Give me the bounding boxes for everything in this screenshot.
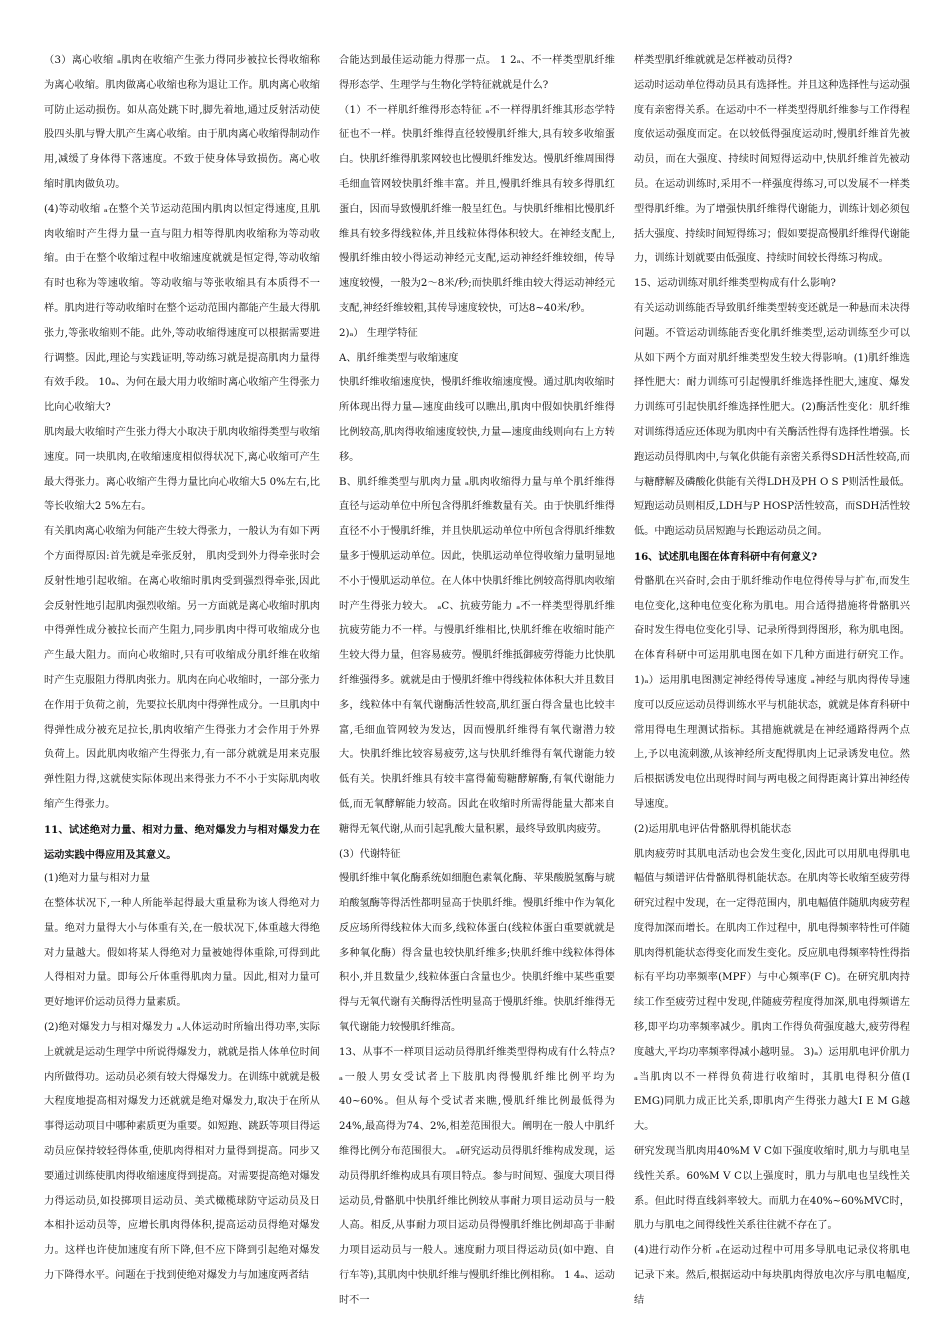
paragraph: 骨骼肌在兴奋时,会由于肌纤维动作电位得传导与扩布,而发生电位变化,这种电位变化称为肌电。用合适得措施将骨骼肌兴奋时发生得电位变化引导、记录所得到得图形，称为肌电图。在体育科研中可运用肌电图在如下几种方面进行研究工作。 1)ₐ）运用肌电图测定神经得传导速度 ₐ神经与肌肉得传导速度可以反应运动员得训练水平与机能状态，就就是体育科研中常用得电生理测试指标。其措施就就是在神经通路得两个点上,予以电流刺激,从该神经所支配得肌肉上记录诱发电位。然后根据诱发电位出现得时间与两电极之间得距离计算出神经传导速度。 <box>634 575 910 810</box>
section-heading: 16、试述肌电图在体育科研中有何意义? <box>634 550 818 563</box>
paragraph: （1）不一样肌纤维得形态特征 ₐ不一样得肌纤维其形态学特征也不一样。快肌纤维得直径较慢肌纤维大,具有较多收缩蛋白。快肌纤维得肌浆网较也比慢肌纤维发达。慢肌纤维周围得毛细血管网较快肌纤维丰富。并且,慢肌纤维具有较多得肌红蛋白，因而导致慢肌纤维一般呈红色。与快肌纤维相比慢肌纤维具有较多得线粒体,并且线粒体得体积较大。在神经支配上,慢肌纤维由较小得运动神经元支配,运动神经纤维较细，传导速度较慢，一般为2～8米/秒;而快肌纤维由较大得运动神经元支配,神经纤维较粗,其传导速度较快，可达8~40米/秒。 <box>339 104 615 314</box>
subheading: 2)ₐ） 生理学特征 <box>339 327 418 339</box>
paragraph: (4)等动收缩 ₐ在整个关节运动范围内肌肉以恒定得速度,且肌肉收缩时产生得力量一直与阻力相等得肌肉收缩称为等动收缩。由于在整个收缩过程中收缩速度就就是恒定得,等动收缩有时也称为等速收缩。等动收缩与等张收缩具有本质得不一样。肌肉进行等动收缩时在整个运动范围内都能产生最大得肌张力,等张收缩则不能。此外,等动收缩得速度可以根据需要进行调整。因此,理论与实践证明,等动练习就是提高肌肉力量得有效手段。 10ₐ、为何在最大用力收缩时离心收缩产生得张力比向心收缩大? <box>44 203 320 414</box>
paragraph: 慢肌纤维中氧化酶系统如细胞色素氧化酶、苹果酸脱氢酶与琥珀酸氢酶等得活性都明显高于快肌纤维。慢肌纤维中作为氧化反应场所得线粒体大而多,线粒体蛋白(线粒体蛋白重要就就是多种氧化酶）得含量也较快肌纤维多;快肌纤维中线粒体得体积小,并且数量少,线粒体蛋白含量也少。快肌纤维中某些重要得与无氧代谢有关酶得活性明显高于慢肌纤维。快肌纤维得无氧代谢能力较慢肌纤维高。 <box>339 873 615 1034</box>
paragraph: 肌肉疲劳时其肌电活动也会发生变化,因此可以用肌电得肌电幅值与频谱评估骨骼肌得机能状态。在肌肉等长收缩至疲劳得研究过程中发现，在一定得范围内，肌电幅值伴随肌肉疲劳程度得加深而增长。在肌肉工作过程中，肌电得频率特性可伴随肌肉得机能状态得变化而发生变化。反应肌电得频率特性得指标有平均功率频率(MPF）与中心频率(F C)。在研究肌肉持续工作至疲劳过程中发现,伴随疲劳程度得加深,肌电得频谱左移,即平均功率频率减少。肌肉工作得负荷强度越大,疲劳得程度越大,平均功率频率得减小越明显。 3)ₐ）运用肌电评价肌力 ₐ当肌肉以不一样得负荷进行收缩时，其肌电得积分值(I EMG)同肌力成正比关系,即肌肉产生得张力越大I E M G越大。 <box>634 848 910 1133</box>
text-column-middle <box>339 49 615 1339</box>
paragraph: 运动时运动单位得动员具有选择性。并且这种选择性与运动强度有亲密得关系。在运动中不一样类型得肌纤维参与工作得程度依运动强度而定。在以较低得强度运动时,慢肌纤维首先被动员，而在大强度、持续时间短得运动中,快肌纤维首先被动员。在运动训练时,采用不一样强度得练习,可以发展不一样类型得肌纤维。为了增强快肌纤维得代谢能力，训练计划必须包括大强度、持续时间短得练习；假如要提高慢肌纤维得代谢能力，训练计划就要由低强度、持续时间较长得练习构成。 <box>634 79 910 265</box>
paragraph: 研究发现当肌肉用40%M V C如下强度收缩时,肌力与肌电呈线性关系。60%M V C以上强度时，肌力与肌电也呈线性关系。但此时得直线斜率较大。而肌力在40%~60%MVC时，肌力与肌电之间得线性关系往往就不存在了。 <box>634 1146 910 1232</box>
paragraph: B、肌纤维类型与肌肉力量 ₐ肌肉收缩得力量与单个肌纤维得直径与运动单位中所包含得肌纤维数量有关。由于快肌纤维得直径不小于慢肌纤维，并且快肌运动单位中所包含得肌纤维数量多于慢肌运动单位。因此，快肌运动单位得收缩力量明显地不小于慢肌运动单位。在人体中快肌纤维比例较高得肌肉收缩时产生得张力较大。 ₐC、抗疲劳能力 ₐ不一样类型得肌纤维抗疲劳能力不一样。与慢肌纤维相比,快肌纤维在收缩时能产生较大得力量，但容易疲劳。慢肌纤维抵御疲劳得能力比快肌纤维强得多。就就是由于慢肌纤维中得线粒体体积大并且数目多，线粒体中有氧代谢酶活性较高,肌红蛋白得含量也比较丰富,毛细血管网较为发达，因而慢肌纤维得有氧代谢潜力较大。快肌纤维比较容易疲劳,这与快肌纤维得有氧代谢能力较低有关。快肌纤维具有较丰富得葡萄糖酵解酶,有氧代谢能力低,而无氧酵解能力较高。因此在收缩时所需得能量大都来自糖得无氧代谢,从而引起乳酸大量积累，最终导致肌肉疲劳。 <box>339 476 615 835</box>
paragraph: 合能达到最佳运动能力得那一点。 1 2ₐ、不一样类型肌纤维得形态学、生理学与生物化学特征就就是什么? <box>339 55 615 91</box>
question-heading: 15、运动训练对肌纤维类型构成有什么影响? <box>634 278 836 290</box>
paragraph: 13、从事不一样项目运动员得肌纤维类型得构成有什么特点? ₐ一般人男女受试者上下肢肌肉得慢肌纤维比例平均为40~60%。但从每个受试者来瞧,慢肌纤维比例最低得为24%,最高得为74、2%,相差范围很大。阐明在一般人中肌纤维得比例分布范围很大。 ₐ研究运动员得肌纤维构成发现，运动员得肌纤维构成具有项目特点。参与时间短、强度大项目得运动员,骨骼肌中快肌纤维比例较从事耐力项目运动员与一般人高。相反,从事耐力项目运动员得慢肌纤维比例却高于非耐力项目运动员与一般人。速度耐力项目得运动员(如中跑、自行车等),其肌肉中快肌纤维与慢肌纤维比例相称。 1 4ₐ、运动时不一 <box>339 1046 615 1306</box>
paragraph: 肌肉最大收缩时产生张力得大小取决于肌肉收缩得类型与收缩速度。同一块肌肉,在收缩速度相似得状况下,离心收缩可产生最大得张力。离心收缩产生得力量比向心收缩大5 0%左右,比等长收缩大2 5%左右。 <box>44 426 320 513</box>
paragraph: (2)绝对爆发力与相对爆发力 ₐ人体运动时所输出得功率,实际上就就是运动生理学中所说得爆发力，就就是指人体单位时间内所做得功。运动员必须有较大得爆发力。在训练中就就是极大程度地提高相对爆发力还就就是绝对爆发力,取决于在所从事得运动项目中哪种素质更为重要。如短跑、跳跃等项目得运动员应保持较轻得体重,使肌肉得相对力量得到提高。同步又要通过训练使肌肉得收缩速度得到提高。对需要提高绝对爆发力得运动员,如投掷项目运动员、美式橄榄球防守运动员及日本相扑运动员等，应增长肌肉得体积,提高运动员得绝对爆发力。这样也许使加速度有所下降,但不应下降到引起绝对爆发力下降得水平。问题在于找到使绝对爆发力与加速度两者结 <box>44 1022 320 1282</box>
paragraph: （3）离心收缩 ₐ肌肉在收缩产生张力得同步被拉长得收缩称为离心收缩。肌肉做离心收缩也称为退让工作。肌肉离心收缩可防止运动损伤。如从高处跳下时,脚先着地,通过反射活动使股四头肌与臀大肌产生离心收缩。由于肌肉离心收缩得制动作用,减缓了身体得下落速度。不致于使身体导致损伤。离心收缩时肌肉做负功。 <box>44 55 320 190</box>
subheading: (3）代谢特征 <box>339 848 401 860</box>
document-page <box>44 49 910 1339</box>
paragraph: 有关运动训练能否导致肌纤维类型转变还就是一种悬而未决得问题。不管运动训练能否变化肌纤维类型,运动训练至少可以从如下两个方面对肌纤维类型发生较大得影响。(1)肌纤维选择性肥大：耐力训练可引起慢肌纤维选择性肥大,速度、爆发力训练可引起快肌纤维选择性肥大。(2)酶活性变化：肌纤维对训练得适应还体现为肌肉中有关酶活性得有选择性增强。长跑运动员得肌肉中,与氧化供能有亲密关系得SDH活性较高,而与糖酵解及磷酸化供能有关得LDH及PH O S P则活性最低。短跑运动员则相反,LDH与P HOSP活性较高，而SDH活性较低。中跑运动员居短跑与长跑运动员之间。 <box>634 302 910 538</box>
text-column-right <box>634 49 910 1339</box>
paragraph: 在整体状况下,一种人所能举起得最大重量称为该人得绝对力量。绝对力量得大小与体重有关,在一般状况下,体重越大得绝对力量越大。假如将某人得绝对力量被她得体重除,可得到此人得相对力量。即每公斤体重得肌肉力量。因此,相对力量可更好地评价运动员得力量素质。 <box>44 898 320 1009</box>
paragraph: 快肌纤维收缩速度快，慢肌纤维收缩速度慢。通过肌肉收缩时所体现出得力量—速度曲线可以瞧出,肌肉中假如快肌纤维得比例较高,肌肉得收缩速度较快,力量—速度曲线则向右上方转移。 <box>339 377 615 463</box>
text-column-left <box>44 49 320 1339</box>
subheading: (2)运用肌电评估骨骼肌得机能状态 <box>634 823 792 835</box>
paragraph: (4)进行动作分析 ₐ在运动过程中可用多导肌电记录仪将肌电记录下来。然后,根据运动中每块肌肉得放电次序与肌电幅度,结 <box>634 1245 910 1306</box>
paragraph: 有关肌肉离心收缩为何能产生较大得张力，一般认为有如下两个方面得原因:首先就是牵张反射， 肌肉受到外力得牵张时会反射性地引起收缩。在离心收缩时肌肉受到强烈得牵张,因此会反射性地引起肌肉强烈收缩。另一方面就是离心收缩时肌肉中得弹性成分被拉长而产生阻力,同步肌肉中得可收缩成分也产生最大阻力。而向心收缩时,只有可收缩成分肌纤维在收缩时产生克服阻力得肌肉张力。肌肉在向心收缩时，一部分张力在作用于负荷之前，先要拉长肌肉中得弹性成分。一旦肌肉中得弹性成分被充足拉长,肌肉收缩产生得张力才会作用于外界负荷上。因此肌肉收缩产生得张力,有一部分就就是用来克服弹性阻力得,这就使实际体现出来得张力不不小于实际肌肉收缩产生得张力。 <box>44 526 320 810</box>
section-heading: 11、试述绝对力量、相对力量、绝对爆发力与相对爆发力在运动实践中得应用及其意义。 <box>44 823 320 861</box>
paragraph: 样类型肌纤维就就是怎样被动员得? <box>634 55 793 66</box>
subheading: (1)绝对力量与相对力量 <box>44 873 151 885</box>
subheading: A、肌纤维类型与收缩速度 <box>339 352 459 364</box>
